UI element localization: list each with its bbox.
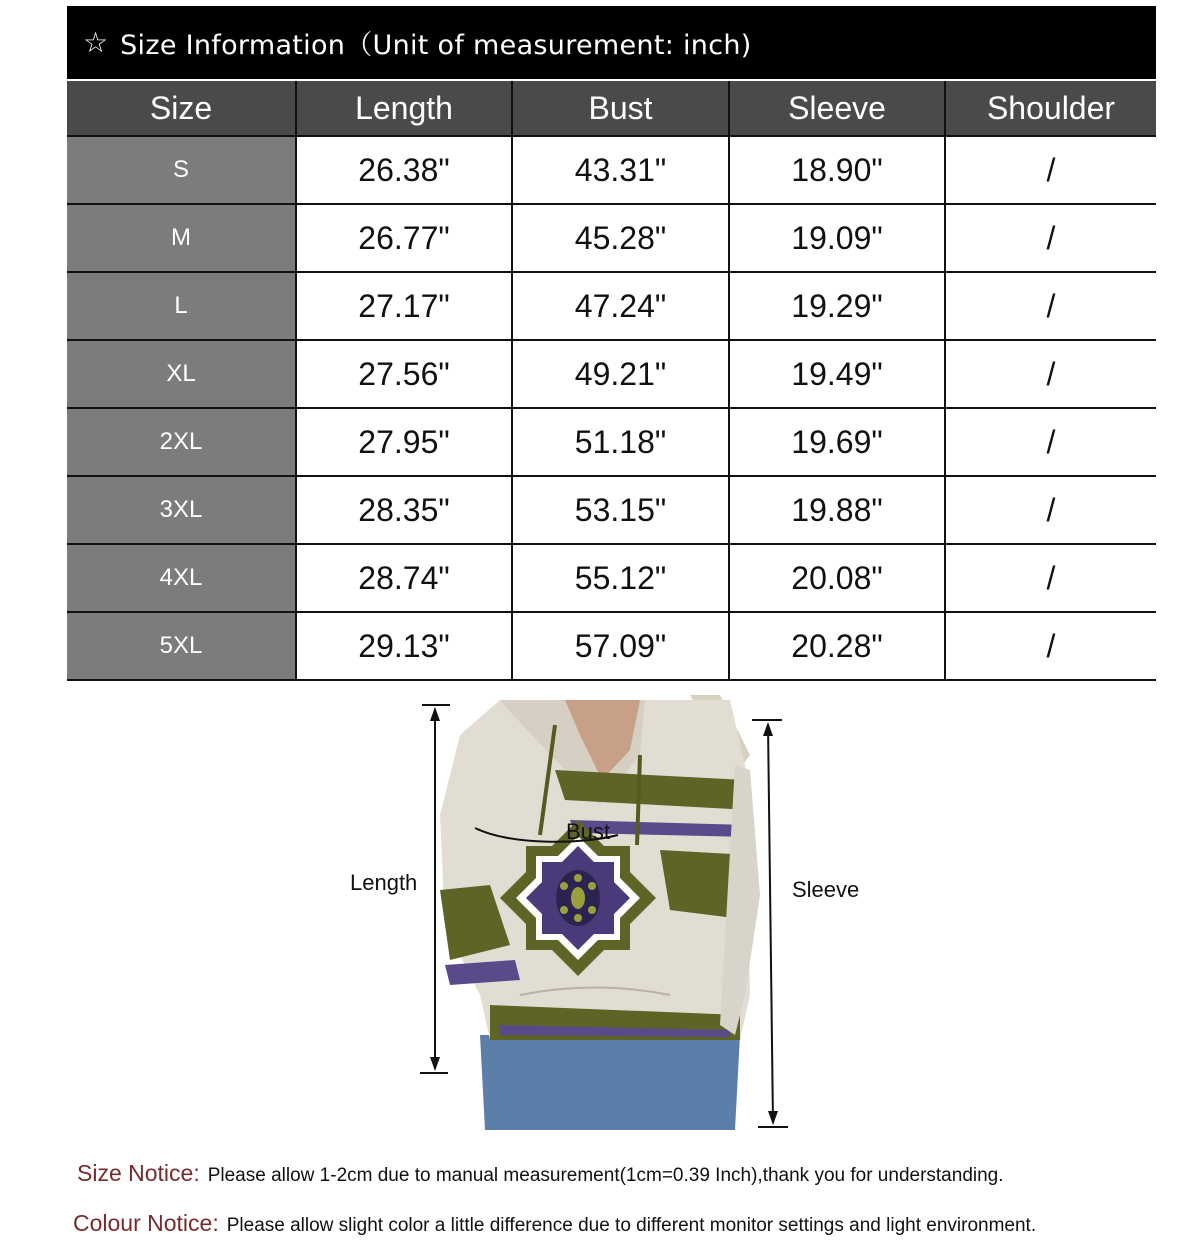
size-notice-text: Please allow 1-2cm due to manual measurement(1cm=0.39 Inch),thank you for understanding. [207, 1165, 1004, 1186]
hoodie-illustration [340, 695, 880, 1135]
column-header-bust: Bust [512, 81, 729, 136]
size-cell: L [67, 272, 296, 340]
sleeve-cell: 18.90" [729, 136, 945, 204]
length-cell: 27.95" [296, 408, 512, 476]
table-row [67, 204, 1156, 272]
bust-cell: 57.09" [512, 612, 729, 680]
shoulder-cell: / [945, 612, 1156, 680]
table-row [67, 544, 1156, 612]
table-row [67, 340, 1156, 408]
length-cell: 28.35" [296, 476, 512, 544]
length-cell: 27.17" [296, 272, 512, 340]
sleeve-cell: 19.09" [729, 204, 945, 272]
star-icon: ☆ [83, 26, 109, 59]
table-row [67, 272, 1156, 340]
table-header-row [67, 81, 1156, 136]
shoulder-cell: / [945, 204, 1156, 272]
hoodie-measurement-diagram [340, 695, 880, 1135]
bust-cell: 53.15" [512, 476, 729, 544]
sleeve-cell: 19.29" [729, 272, 945, 340]
size-notice [77, 1160, 1004, 1187]
table-row [67, 476, 1156, 544]
size-info-title: Size Information（Unit of measurement: inch) [120, 30, 752, 61]
size-cell: 4XL [67, 544, 296, 612]
column-header-sleeve: Sleeve [729, 81, 945, 136]
length-cell: 26.77" [296, 204, 512, 272]
bust-cell: 45.28" [512, 204, 729, 272]
size-cell: 2XL [67, 408, 296, 476]
length-label: Length [350, 870, 418, 895]
shoulder-cell: / [945, 136, 1156, 204]
shoulder-cell: / [945, 340, 1156, 408]
bust-cell: 55.12" [512, 544, 729, 612]
table-row [67, 136, 1156, 204]
colour-notice-text: Please allow slight color a little difference due to different monitor settings and light environment. [226, 1215, 1037, 1236]
bust-cell: 43.31" [512, 136, 729, 204]
length-cell: 26.38" [296, 136, 512, 204]
size-notice-label: Size Notice: [77, 1160, 200, 1186]
size-cell: XL [67, 340, 296, 408]
length-cell: 29.13" [296, 612, 512, 680]
sleeve-cell: 19.69" [729, 408, 945, 476]
sleeve-cell: 19.88" [729, 476, 945, 544]
colour-notice-label: Colour Notice: [73, 1210, 219, 1236]
size-table [67, 81, 1156, 681]
size-info-header [67, 6, 1156, 79]
colour-notice [73, 1210, 1036, 1237]
size-cell: S [67, 136, 296, 204]
bust-label: Bust [566, 819, 611, 844]
table-row [67, 612, 1156, 680]
sleeve-cell: 19.49" [729, 340, 945, 408]
column-header-length: Length [296, 81, 512, 136]
length-cell: 28.74" [296, 544, 512, 612]
column-header-size: Size [67, 81, 296, 136]
shoulder-cell: / [945, 272, 1156, 340]
bust-cell: 47.24" [512, 272, 729, 340]
size-cell: 3XL [67, 476, 296, 544]
shoulder-cell: / [945, 476, 1156, 544]
sleeve-label: Sleeve [792, 877, 860, 902]
shoulder-cell: / [945, 544, 1156, 612]
size-cell: 5XL [67, 612, 296, 680]
sleeve-cell: 20.08" [729, 544, 945, 612]
shoulder-cell: / [945, 408, 1156, 476]
sleeve-cell: 20.28" [729, 612, 945, 680]
table-row [67, 408, 1156, 476]
bust-cell: 49.21" [512, 340, 729, 408]
length-cell: 27.56" [296, 340, 512, 408]
size-cell: M [67, 204, 296, 272]
column-header-shoulder: Shoulder [945, 81, 1156, 136]
bust-cell: 51.18" [512, 408, 729, 476]
